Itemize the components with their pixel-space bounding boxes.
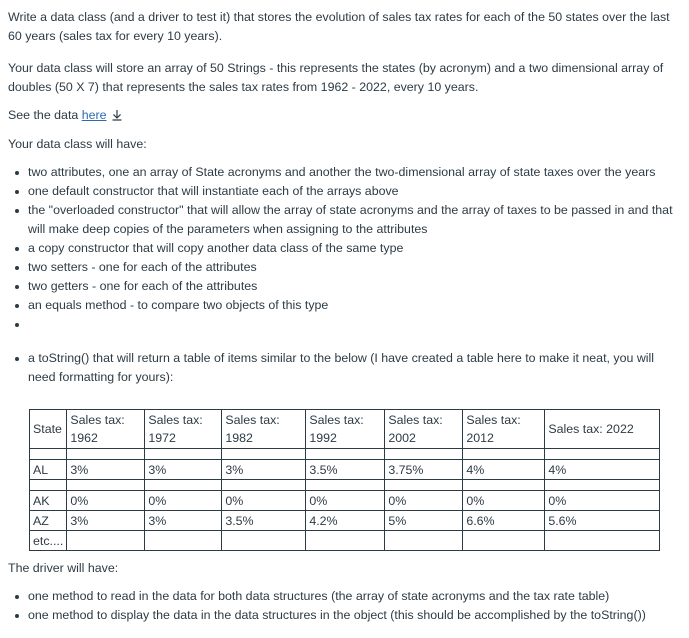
table-cell: AK [30,491,67,511]
table-spacer-row [30,449,660,460]
table-spacer-row [30,480,660,491]
see-data-prefix: See the data [8,108,82,122]
table-cell: 6.6% [463,511,545,531]
table-header-cell: Sales tax: 1992 [306,410,385,449]
list-item: two getters - one for each of the attributes [28,277,681,296]
list-item: one default constructor that will instantiate each of the arrays above [28,182,681,201]
table-row [30,460,660,480]
class-will-have: Your data class will have: [8,137,147,151]
table-row [30,491,660,511]
list-item: a toString() that will return a table of items similar to the below (I have created a table here to make it neat, you will need formatting for yours): [28,349,681,387]
list-item: two setters - one for each of the attributes [28,258,681,277]
table-cell: 3% [222,460,306,480]
table-cell: etc.... [30,531,67,551]
table-cell: 5% [385,511,463,531]
class-requirements-list [8,163,681,387]
table-cell: 0% [306,491,385,511]
table-cell: AZ [30,511,67,531]
table-row [30,531,660,551]
table-cell: 3% [145,511,222,531]
table-cell: 3.5% [306,460,385,480]
list-item: an equals method - to compare two objects of this type [28,296,681,315]
table-header-cell: Sales tax: 2022 [545,410,660,449]
list-item: one method to display the data in the data structures in the object (this should be accomplished by the toString()) [28,606,681,625]
table-header-cell: State [30,410,67,449]
table-header-row [30,410,660,449]
table-cell: 0% [145,491,222,511]
table-header-cell: Sales tax: 1972 [145,410,222,449]
sales-tax-table [29,409,660,551]
data-link[interactable]: here [81,108,107,122]
see-data-line [8,106,681,125]
table-cell: 5.6% [545,511,660,531]
list-item: one method to read in the data for both data structures (the array of state acronyms and the tax rate table) [28,587,681,606]
table-cell: 3% [67,460,145,480]
driver-requirements-list [8,587,681,625]
table-cell: 3% [67,511,145,531]
table-cell: 3.5% [222,511,306,531]
intro-paragraph-2: Your data class will store an array of 50 Strings - this represents the states (by acronym) and a two dimensional array of doubles (50 X 7) that represents the sales tax rates from 1962 - 2022, every 10 years. [8,61,664,94]
table-cell: 0% [463,491,545,511]
table-header-cell: Sales tax: 2002 [385,410,463,449]
table-header-cell: Sales tax: 1982 [222,410,306,449]
table-row [30,511,660,531]
table-cell: 0% [385,491,463,511]
driver-heading: The driver will have: [8,561,119,575]
download-arrow-icon[interactable] [111,108,123,120]
table-cell: 4% [545,460,660,480]
table-header-cell: Sales tax: 1962 [67,410,145,449]
list-item-empty [28,315,681,334]
list-item: a copy constructor that will copy another data class of the same type [28,239,681,258]
intro-paragraph-1: Write a data class (and a driver to test it) that stores the evolution of sales tax rates for each of the 50 states over the last 60 years (sales tax for every 10 years). [8,10,670,43]
table-header-cell: Sales tax: 2012 [463,410,545,449]
table-cell: AL [30,460,67,480]
table-cell: 3% [145,460,222,480]
table-cell: 3.75% [385,460,463,480]
table-cell: 0% [545,491,660,511]
list-item: the "overloaded constructor" that will allow the array of state acronyms and the array of taxes to be passed in and that will make deep copies of the parameters when assigning to the attributes [28,201,681,239]
list-item: two attributes, one an array of State acronyms and another the two-dimensional array of state taxes over the years [28,163,681,182]
table-cell: 4% [463,460,545,480]
table-cell: 0% [67,491,145,511]
table-cell: 0% [222,491,306,511]
table-cell: 4.2% [306,511,385,531]
